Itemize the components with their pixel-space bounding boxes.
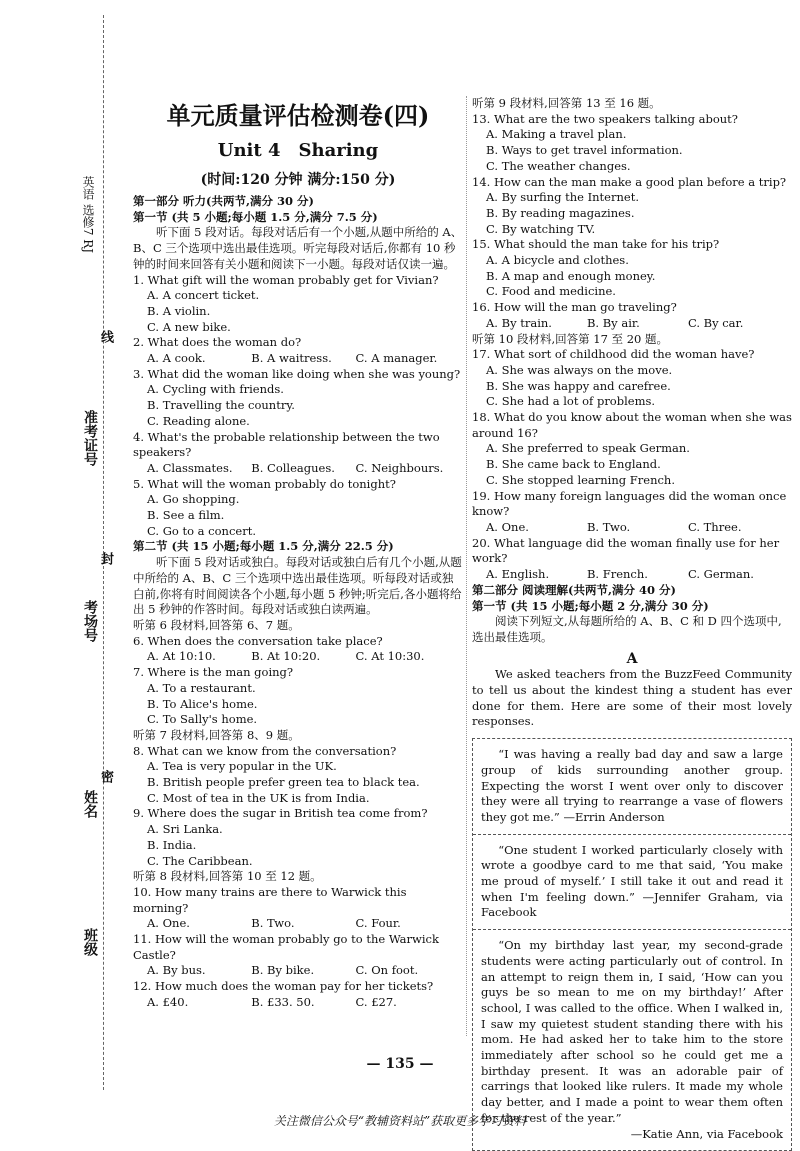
option-a: A. English. [486,567,550,582]
question-text: 1. What gift will the woman probably get for Vivian? [133,272,439,287]
binding-margin [0,0,113,1100]
option-c: C. At 10:30. [355,649,425,664]
question-5 [133,477,463,540]
option-b: B. At 10:20. [251,649,321,664]
option-b: B. Two. [251,916,295,931]
options-row [133,916,463,932]
question-15 [472,237,792,300]
binding-subject: 英语 选修7 RJ [81,176,95,254]
option-a: A. Classmates. [147,460,233,475]
option-b: B. Ways to get travel information. [486,143,683,158]
option-b: B. A map and enough money. [486,268,656,283]
binding-name-label: 姓名 [82,790,98,818]
options-row [133,461,463,477]
question-11 [133,932,463,979]
option-b: B. By reading magazines. [486,205,635,220]
unit-title [133,138,463,164]
option-b: B. India. [147,837,197,852]
option-c: C. She had a lot of problems. [486,394,656,409]
question-text: 18. What do you know about the woman when she was around 16? [472,410,792,440]
option-b: B. £33. 50. [251,994,315,1009]
options-row [133,649,463,665]
option-a: A. By train. [486,315,552,330]
option-b: B. Two. [586,519,631,534]
question-text: 16. How will the man go traveling? [472,300,677,315]
response-3-signature: —Katie Ann, via Facebook [630,1126,783,1141]
question-text: 10. How many trains are there to Warwick this morning? [133,884,407,915]
question-7 [133,665,463,728]
option-a: A. Sri Lanka. [147,822,223,837]
question-text: 7. Where is the man going? [133,665,294,680]
material-8-label: 听第 8 段材料,回答第 10 至 12 题。 [133,869,322,884]
option-a: A. A concert ticket. [147,288,260,303]
option-c: C. The weather changes. [486,158,631,173]
option-a: A. To a restaurant. [147,680,256,695]
binding-seal-mark: 封 [98,552,113,565]
option-a: A. A bicycle and clothes. [486,253,629,268]
question-20 [472,536,792,583]
option-a: A. Go shopping. [147,492,240,507]
option-c: C. By watching TV. [486,221,596,236]
option-c: C. Most of tea in the UK is from India. [147,790,370,805]
binding-room-label: 考场号 [82,600,98,642]
passage-a-label: A [626,650,638,667]
options-row [133,963,463,979]
question-1 [133,273,463,336]
option-c: C. She stopped learning French. [486,472,675,487]
question-text: 12. How much does the woman pay for her tickets? [133,979,434,994]
question-12 [133,979,463,1010]
binding-class-label: 班级 [82,928,98,956]
question-text: 5. What will the woman probably do tonight? [133,476,396,491]
question-19 [472,489,792,536]
part2-sec1-instructions: 阅读下列短文,从每题所给的 A、B、C 和 D 四个选项中,选出最佳选项。 [472,614,782,644]
question-4 [133,430,463,477]
question-14 [472,175,792,238]
question-2 [133,335,463,366]
response-2: “One student I worked particularly closely with wrote a goodbye card to me that said, ‘You make me proud of myself.’ I still take it out and read it when I'm feeling down.” —Jennifer Graham, via Facebook [473,834,791,930]
unit-number: Unit 4 [217,140,281,161]
question-text: 2. What does the woman do? [133,335,302,350]
page-title: 单元质量评估检测卷(四) [166,101,430,130]
material-7-label: 听第 7 段材料,回答第 8、9 题。 [133,727,300,742]
option-c: C. Four. [355,916,401,931]
part1-sec1-heading: 第一节 (共 5 小题;每小题 1.5 分,满分 7.5 分) [133,209,378,224]
option-c: C. On foot. [355,963,419,978]
material-6-label: 听第 6 段材料,回答第 6、7 题。 [133,617,300,632]
options-row [133,351,463,367]
option-b: B. Colleagues. [251,460,335,475]
option-b: B. By bike. [251,963,315,978]
question-text: 11. How will the woman probably go to the Warwick Castle? [133,932,439,962]
question-text: 6. When does the conversation take place? [133,633,383,648]
question-18 [472,410,792,489]
question-6 [133,634,463,665]
option-a: A. One. [147,916,190,931]
question-text: 14. How can the man make a good plan before a trip? [472,174,787,189]
question-text: 20. What language did the woman finally use for her work? [472,535,780,566]
question-16 [472,300,792,331]
column-divider [466,96,467,1036]
option-a: A. Making a travel plan. [486,127,627,142]
part2-heading: 第二部分 阅读理解(共两节,满分 40 分) [472,582,676,597]
footer-note: 关注微信公众号“教辅资料站”获取更多学习资料 [273,1114,527,1128]
option-c: C. German. [687,567,754,582]
option-b: B. To Alice's home. [147,696,258,711]
question-text: 4. What's the probable relationship between the two speakers? [133,429,440,460]
options-row [472,567,792,583]
response-1: “I was having a really bad day and saw a large group of kids surrounding another group. Expecting the worst I went over only to discover they were all trying to rearrange a vase of flowers they got me.” —Errin Anderson [481,747,783,824]
responses-box [472,738,792,1151]
option-a: A. At 10:10. [147,649,216,664]
part1-sec2-instructions: 听下面 5 段对话或独白。每段对话或独白后有几个小题,从题中所给的 A、B、C 三个选项中选出最佳选项。听每段对话或独白前,你将有时间阅读各个小题,每小题 5 秒钟;听完后,各小题将给出 5 秒钟的作答时间。每段对话或独白读两遍。 [133,555,462,617]
option-b: B. British people prefer green tea to black tea. [147,775,420,790]
question-text: 9. Where does the sugar in British tea come from? [133,806,428,821]
option-c: C. Go to a concert. [147,523,256,538]
option-a: A. By surfing the Internet. [486,190,639,205]
option-c: C. By car. [687,315,744,330]
question-text: 8. What can we know from the conversation? [133,743,397,758]
option-c: C. Three. [687,519,742,534]
right-column [472,96,792,1151]
question-text: 13. What are the two speakers talking about? [472,111,738,126]
question-text: 17. What sort of childhood did the woman have? [472,347,755,362]
material-9-label: 听第 9 段材料,回答第 13 至 16 题。 [472,96,661,110]
question-13 [472,112,792,175]
option-b: B. See a film. [147,508,225,523]
option-c: C. To Sally's home. [147,712,258,727]
question-17 [472,347,792,410]
question-10 [133,885,463,932]
option-c: C. A manager. [355,351,438,366]
option-c: C. Neighbours. [355,460,444,475]
question-text: 3. What did the woman like doing when she was young? [133,366,461,381]
binding-admission-label: 准考证号 [82,410,98,466]
passage-a-intro: We asked teachers from the BuzzFeed Community to tell us about the kindest thing a student has ever done for them. Here are some of their most lovely responses. [472,667,792,729]
question-8 [133,744,463,807]
option-a: A. She preferred to speak German. [486,441,690,456]
option-c: C. £27. [355,994,397,1009]
response-3-text: “On my birthday last year, my second-grade students were acting particularly out of control. In an attempt to reign them in, I said, ‘How can you guys be so mean to me on my birthday!’ After school, I was called to the office. When I walked in, I saw my quietest student standing there with his mom. He had asked her to take him to the store immediately after school so he could get me a birthday present. It was an adorable pair of carrings that looked like rulers. It made my whole day better, and I made a point to wear them often for the rest of the year.” [481,938,783,1125]
question-9 [133,806,463,869]
binding-line-mark: 线 [98,330,113,343]
part1-heading: 第一部分 听力(共两节,满分 30 分) [133,194,314,208]
option-a: A. She was always on the move. [486,362,673,377]
unit-name: Sharing [298,140,379,161]
option-a: A. £40. [147,994,189,1009]
option-b: B. A waitress. [251,351,332,366]
options-row [472,316,792,332]
option-c: C. Reading alone. [147,413,250,428]
option-c: C. The Caribbean. [147,853,253,868]
option-a: A. One. [486,519,529,534]
left-column [133,96,463,1011]
option-b: B. A violin. [147,303,211,318]
question-text: 15. What should the man take for his trip? [472,237,720,252]
option-b: B. She came back to England. [486,457,661,472]
material-10-label: 听第 10 段材料,回答第 17 至 20 题。 [472,331,668,346]
part1-sec2-heading: 第二节 (共 15 小题;每小题 1.5 分,满分 22.5 分) [133,539,394,554]
option-b: B. French. [586,567,648,582]
exam-time: (时间:120 分钟 满分:150 分) [200,172,396,188]
option-c: C. A new bike. [147,319,231,334]
page-number: — 135 — [366,1056,434,1072]
part1-sec1-instructions: 听下面 5 段对话。每段对话后有一个小题,从题中所给的 A、B、C 三个选项中选出最佳选项。听完每段对话后,你都有 10 秒钟的时间来回答有关小题和阅读下一小题。每段对话仅读一遍。 [133,225,463,271]
option-c: C. Food and medicine. [486,284,616,299]
option-a: A. By bus. [147,963,206,978]
option-a: A. Tea is very popular in the UK. [147,759,337,774]
part2-sec1-heading: 第一节 (共 15 小题;每小题 2 分,满分 30 分) [472,598,709,613]
option-a: A. A cook. [147,351,206,366]
option-b: B. She was happy and carefree. [486,378,671,393]
question-text: 19. How many foreign languages did the woman once know? [472,488,787,519]
options-row [133,995,463,1011]
options-row [472,520,792,536]
binding-secret-mark: 密 [98,770,113,783]
option-b: B. Travelling the country. [147,398,295,413]
option-b: B. By air. [586,315,640,330]
option-a: A. Cycling with friends. [147,382,284,397]
question-3 [133,367,463,430]
